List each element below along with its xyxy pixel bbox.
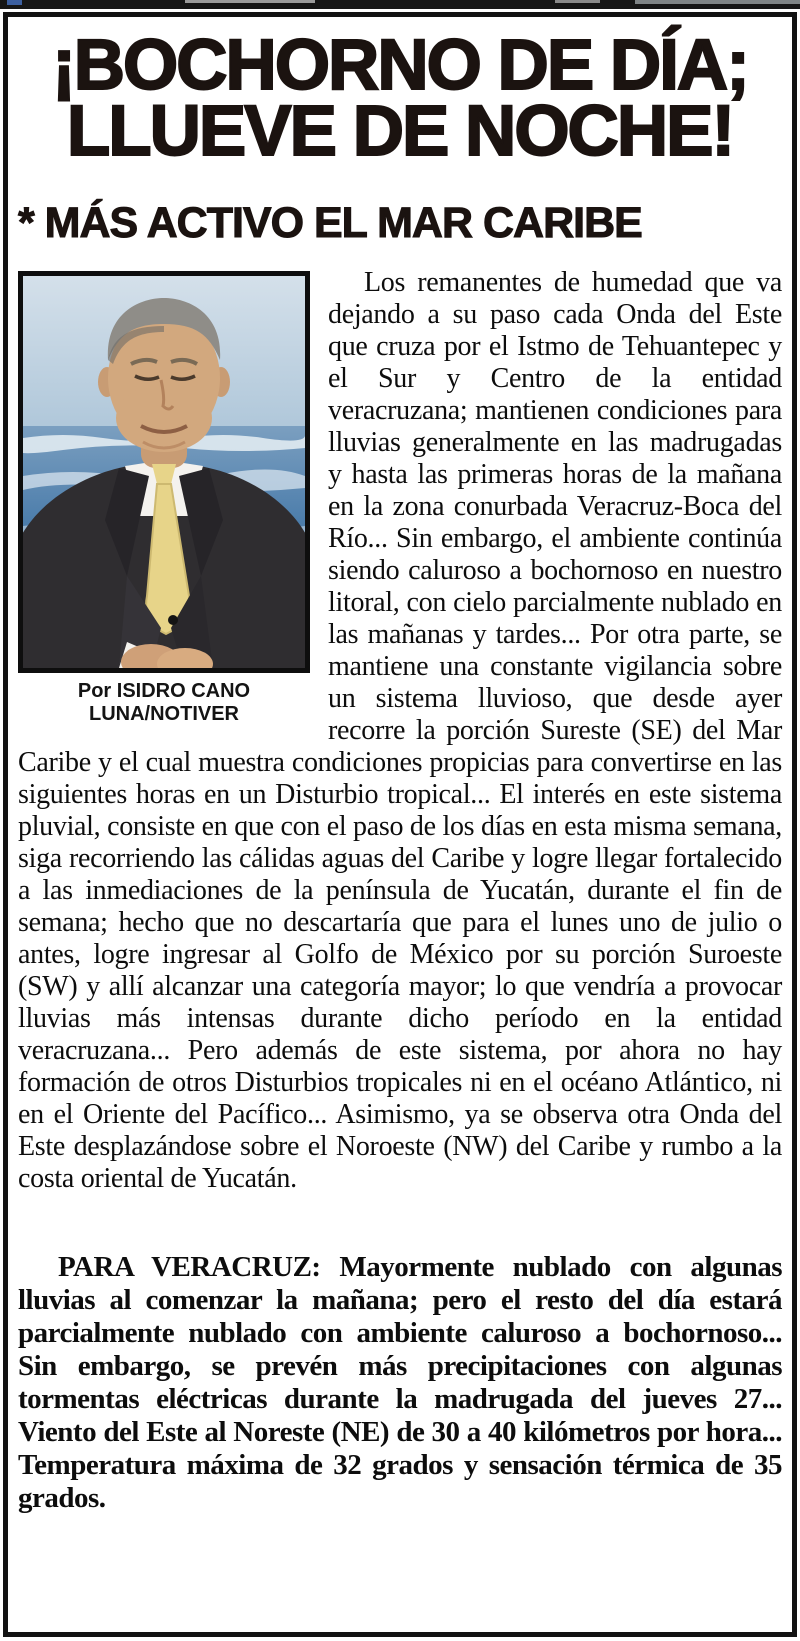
headline	[16, 26, 784, 171]
lead-paragraph: Los remanentes de humedad que va dejando a su paso cada Onda del Este que cruza por el Istmo de Tehuantepec y el Sur y Centro de la entidad veracruzana; mantienen condiciones para lluvias generalmente en las madrugadas y hasta las primeras horas de la mañana en la zona conurbada Veracruz-Boca del Río... Sin embargo, el ambiente continúa siendo caluroso a bochornoso en nuestro litoral, con cielo parcialmente nublado en las mañanas y tardes... Por otra parte, se mantiene una constante vigilancia sobre un sistema lluvioso, que desde ayer recorre la porción Sureste (SE) del Mar Caribe y el cual muestra condiciones propicias para convertirse en las siguientes horas en un Disturbio tropical... El interés en este sistema pluvial, consiste en que con el paso de los días en esta misma semana, siga recorriendo las cálidas aguas del Caribe y logre llegar fortalecido a las inmediaciones de la península de Yucatán, durante el fin de semana; hecho que no descartaría que para el lunes uno de julio o antes, logre ingresar al Golfo de México por su porción Suroeste (SW) y allí alcanzar una categoría mayor; lo que vendría a provocar lluvias más intensas durante dicho período en la entidad veracruzana... Pero además de este sistema, por ahora no hay formación de otros Disturbios tropicales ni en el océano Atlántico, ni en el Oriente del Pacífico... Asimismo, ya se observa otra Onda del Este desplazándose sobre el Noroeste (NW) del Caribe y rumbo a la costa oriental de Yucatán.	[18, 267, 782, 1194]
scan-artifact-blue-chip	[7, 0, 22, 5]
scan-artifact-gray-chip	[185, 0, 315, 3]
article-frame	[3, 12, 797, 1637]
headline-line-1: ¡BOCHORNO DE DÍA;	[52, 26, 748, 105]
headline-line-2: LLUEVE DE NOCHE!	[66, 92, 734, 171]
article-body	[16, 267, 784, 1515]
photo-caption-line-1: Por ISIDRO CANO	[77, 680, 251, 702]
subheadline: * MÁS ACTIVO EL MAR CARIBE	[18, 199, 642, 247]
forecast-paragraph: PARA VERACRUZ: Mayormente nublado con algunas lluvias al comenzar la mañana; pero el resto del día estará parcialmente nublado con ambiente caluroso a bochornoso... Sin embargo, se prevén más precipitaciones con algunas tormentas eléctricas durante la madrugada del jueves 27... Viento del Este al Noreste (NE) de 30 a 40 kilómetros por hora... Temperatura máxima de 32 grados y sensación térmica de 35 grados.	[18, 1251, 782, 1514]
portrait-photo	[18, 271, 310, 673]
photo-caption-line-2: LUNA/NOTIVER	[89, 703, 239, 725]
scan-artifact-gray-chip	[635, 0, 800, 4]
scan-edge-artifact	[0, 0, 800, 9]
portrait-illustration	[23, 276, 305, 668]
photo-block	[18, 271, 310, 726]
photo-caption	[18, 673, 310, 726]
suit-button	[168, 615, 178, 625]
scan-artifact-gray-chip	[555, 0, 600, 3]
